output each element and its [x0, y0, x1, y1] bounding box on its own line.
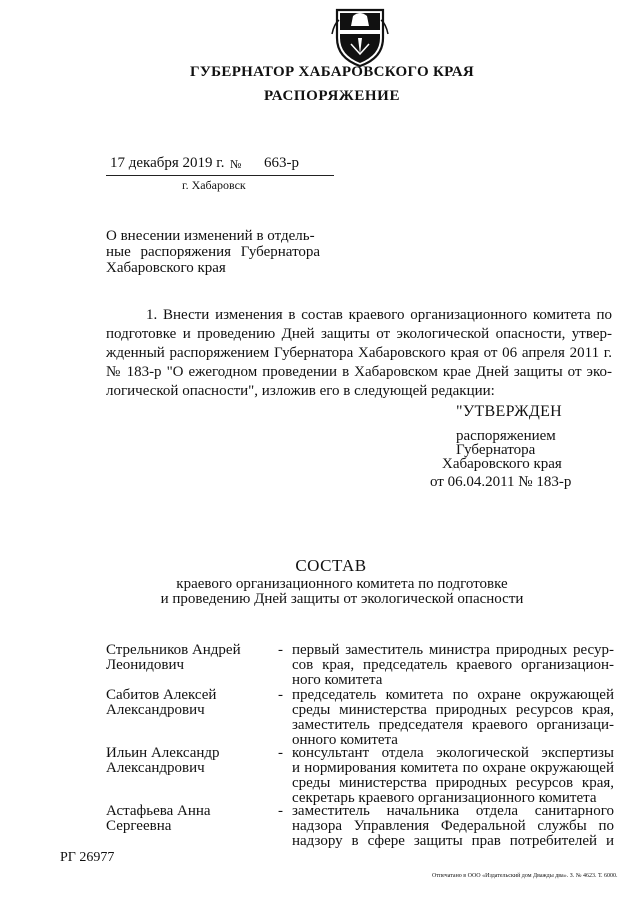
role-line: секретарь краевого организационного комитета	[292, 790, 597, 806]
paragraph-line: 1. Внести изменения в состав краевого организационного комитета по	[146, 307, 612, 323]
issuer-title: ГУБЕРНАТОР ХАБАРОВСКОГО КРАЯ	[190, 64, 474, 80]
member-name-line: Астафьева Анна	[106, 803, 211, 819]
paragraph-line: № 183-р "О ежегодном проведении в Хабаровском крае Дней защиты от эко-	[106, 364, 612, 380]
role-line: председатель комитета по охране окружающей	[292, 687, 614, 703]
composition-title: СОСТАВ	[295, 556, 367, 575]
member-name-line: Стрельников Андрей	[106, 642, 241, 658]
member-name	[106, 804, 271, 834]
number-sign: №	[230, 157, 242, 171]
document-date: 17 декабря 2019 г.	[110, 155, 225, 171]
role-line: надзору в сфере защиты прав потребителей и	[292, 833, 614, 849]
member-dash: -	[278, 687, 283, 703]
role-line: ного комитета	[292, 672, 383, 688]
approval-line: Хабаровского края	[442, 456, 562, 472]
approval-line: распоряжением	[456, 428, 556, 444]
approval-stamp	[420, 405, 600, 489]
member-dash: -	[278, 803, 283, 819]
document-type: РАСПОРЯЖЕНИЕ	[263, 88, 401, 104]
subject-line: ные распоряжения Губернатора	[106, 244, 321, 260]
city: г. Хабаровск	[182, 178, 246, 192]
role-line: надзора Управления Федеральной службы по	[292, 818, 614, 834]
approval-heading: "УТВЕРЖДЕН	[456, 403, 562, 420]
member-role	[292, 804, 614, 849]
document-subject	[106, 228, 336, 276]
composition-subtitle	[0, 577, 640, 607]
printer-imprint: Отпечатано в ООО «Издательский дом Дважды два». З. № 4623. Т. 6000.	[432, 873, 618, 879]
date-number-line	[106, 155, 334, 176]
role-line: консультант отдела экологической экспертизы	[292, 745, 614, 761]
role-line: сов края, председатель краевого организацион-	[292, 657, 614, 673]
subtitle-line: краевого организационного комитета по подготовке	[176, 576, 508, 592]
role-line: заместитель начальника отдела санитарного	[292, 803, 614, 819]
member-name-line: Леонидович	[106, 657, 185, 673]
member-name	[106, 688, 271, 718]
member-role	[292, 746, 614, 806]
paragraph-line: логической опасности", изложив его в следующей редакции:	[106, 383, 495, 399]
subtitle-line: и проведению Дней защиты от экологической опасности	[160, 591, 524, 607]
role-line: и нормирования комитета по охране окружающей	[292, 760, 614, 776]
subject-line: О внесении изменений в отдель-	[106, 228, 315, 244]
member-name-line: Александрович	[106, 760, 205, 776]
approval-line: Губернатора	[456, 442, 536, 458]
member-name-line: Сабитов Алексей	[106, 687, 217, 703]
member-name-line: Сергеевна	[106, 818, 172, 834]
document-number: 663-р	[264, 155, 299, 171]
role-line: заместитель председателя краевого организаци-	[292, 717, 614, 733]
member-role	[292, 688, 614, 748]
role-line: среды министерства природных ресурсов края,	[292, 775, 614, 791]
subject-line: Хабаровского края	[106, 260, 226, 276]
member-name	[106, 746, 271, 776]
role-line: первый заместитель министра природных ресур-	[292, 642, 614, 658]
paragraph-line: жденный распоряжением Губернатора Хабаровского края от 06 апреля 2011 г.	[106, 345, 612, 361]
approval-line: от 06.04.2011 № 183-р	[430, 474, 572, 490]
member-name-line: Ильин Александр	[106, 745, 220, 761]
coat-of-arms-emblem	[331, 4, 389, 68]
member-name	[106, 643, 271, 673]
member-name-line: Александрович	[106, 702, 205, 718]
member-dash: -	[278, 745, 283, 761]
role-line: онного комитета	[292, 732, 398, 748]
member-role	[292, 643, 614, 688]
document-code: РГ 26977	[60, 850, 115, 865]
role-line: среды министерства природных ресурсов края,	[292, 702, 614, 718]
paragraph-line: подготовке и проведению Дней защиты от экологической опасности, утвер-	[106, 326, 612, 342]
main-paragraph	[106, 306, 612, 401]
member-dash: -	[278, 642, 283, 658]
